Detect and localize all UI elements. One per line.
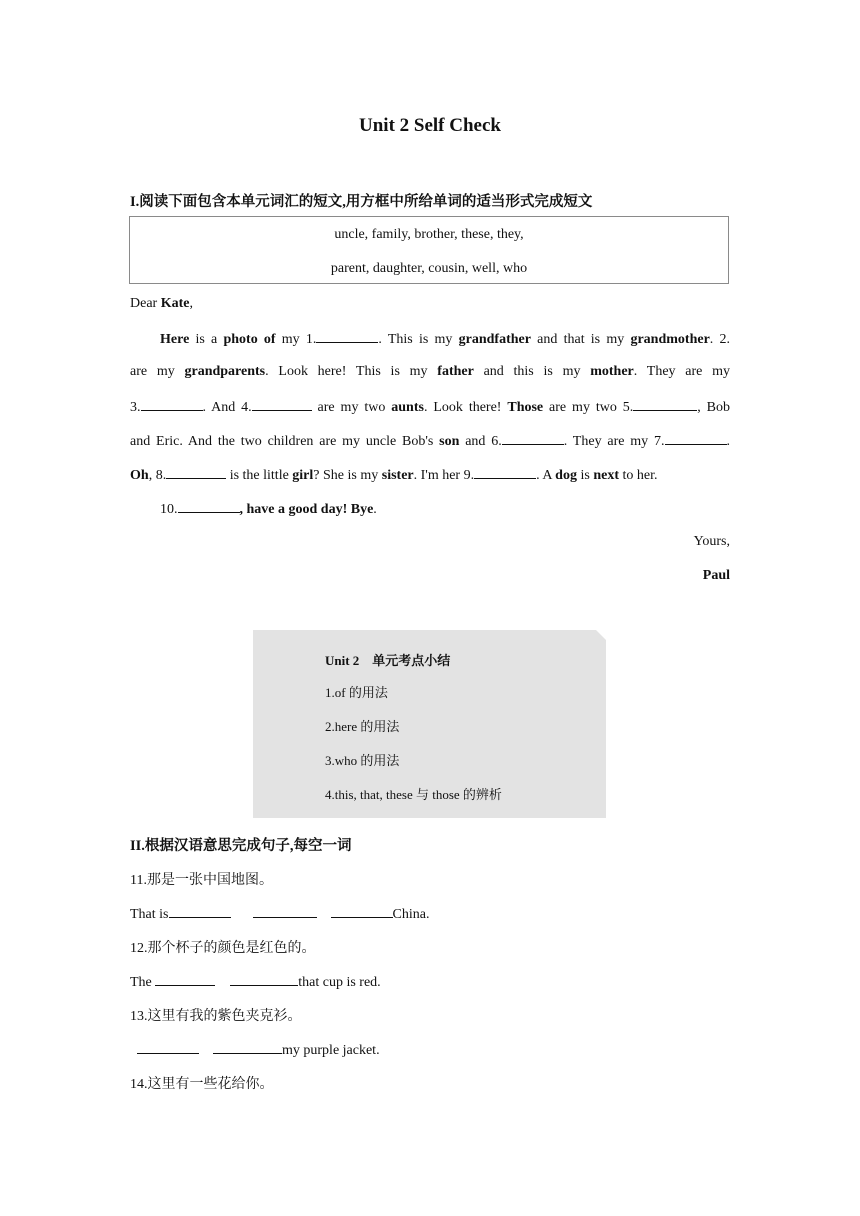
text: my purple jacket. xyxy=(282,1043,380,1058)
text: aunts xyxy=(391,400,424,415)
letter-line-6 xyxy=(160,498,730,520)
letter-signature: Paul xyxy=(702,568,730,583)
question-11-sentence xyxy=(130,903,429,923)
summary-item: 1.of 的用法 xyxy=(325,685,388,700)
page-title: Unit 2 Self Check xyxy=(359,115,501,136)
letter-greeting xyxy=(130,294,730,314)
summary-item: 3.who 的用法 xyxy=(325,753,400,768)
question-11-prompt: 11.那是一张中国地图。 xyxy=(130,873,273,888)
word-box xyxy=(129,216,729,284)
text: dog xyxy=(555,468,577,483)
text: grandmother xyxy=(630,332,710,347)
answer-blank-9[interactable] xyxy=(474,464,536,479)
question-14-prompt: 14.这里有一些花给你。 xyxy=(130,1077,274,1092)
question-12-sentence xyxy=(130,971,381,991)
letter-line-3 xyxy=(130,396,730,418)
text: and that is my xyxy=(530,332,631,347)
text: 3. xyxy=(130,400,141,415)
text: . I'm her 9. xyxy=(413,468,475,483)
text: father xyxy=(437,364,474,379)
unit-summary-box xyxy=(253,630,606,818)
text: next xyxy=(593,468,619,483)
text: 10. xyxy=(160,502,178,517)
greeting-text: Dear xyxy=(130,296,161,311)
text: is a xyxy=(189,332,224,347)
text: . And 4. xyxy=(202,400,252,415)
text: , Bob xyxy=(697,400,731,415)
answer-blank-13a[interactable] xyxy=(137,1039,199,1054)
text: . They are my 7. xyxy=(563,434,665,449)
text: . A xyxy=(536,468,556,483)
letter-line-4 xyxy=(130,430,730,452)
text: That is xyxy=(130,907,169,922)
answer-blank-11b[interactable] xyxy=(253,903,317,918)
word-box-line-1: uncle, family, brother, these, they, xyxy=(334,227,524,242)
text: are my xyxy=(130,364,185,379)
text: The xyxy=(130,975,156,990)
text: , 8. xyxy=(148,468,167,483)
text: Those xyxy=(507,400,544,415)
text: Oh xyxy=(130,468,149,483)
text: China. xyxy=(392,907,430,922)
text: grandparents xyxy=(184,364,266,379)
letter-line-2 xyxy=(130,362,730,382)
letter-line-1 xyxy=(160,328,730,350)
answer-blank-12b[interactable] xyxy=(230,971,298,986)
answer-blank-1[interactable] xyxy=(316,328,378,343)
text: , xyxy=(239,502,247,517)
answer-blank-5[interactable] xyxy=(633,396,697,411)
folded-corner xyxy=(596,630,606,640)
question-13-sentence xyxy=(137,1039,380,1059)
text: my 1. xyxy=(275,332,317,347)
greeting-name: Kate xyxy=(160,296,190,311)
greeting-comma: , xyxy=(189,296,193,311)
text: sister xyxy=(381,468,414,483)
text: are my two 5. xyxy=(543,400,634,415)
text: to her. xyxy=(618,468,658,483)
text: is xyxy=(576,468,594,483)
answer-blank-7[interactable] xyxy=(665,430,727,445)
answer-blank-4[interactable] xyxy=(252,396,312,411)
answer-blank-11c[interactable] xyxy=(331,903,393,918)
answer-blank-6[interactable] xyxy=(502,430,564,445)
text: that cup is red. xyxy=(298,975,381,990)
text: . 2. xyxy=(709,332,730,347)
answer-blank-10[interactable] xyxy=(178,498,240,513)
answer-blank-12a[interactable] xyxy=(155,971,215,986)
text: and 6. xyxy=(459,434,502,449)
text: and this is my xyxy=(473,364,591,379)
question-13-prompt: 13.这里有我的紫色夹克衫。 xyxy=(130,1009,302,1024)
text: . Look here! This is my xyxy=(265,364,438,379)
word-box-line-2: parent, daughter, cousin, well, who xyxy=(330,261,528,276)
summary-item: 2.here 的用法 xyxy=(325,719,400,734)
text: have a good day! Bye xyxy=(246,502,374,517)
summary-heading: Unit 2 单元考点小结 xyxy=(325,653,451,668)
answer-blank-3[interactable] xyxy=(141,396,203,411)
text: . xyxy=(373,502,377,517)
text: are my two xyxy=(311,400,392,415)
text: . They are my xyxy=(633,364,731,379)
section-1-heading: I.阅读下面包含本单元词汇的短文,用方框中所给单词的适当形式完成短文 xyxy=(130,194,593,210)
question-12-prompt: 12.那个杯子的颜色是红色的。 xyxy=(130,941,316,956)
section-2-heading: II.根据汉语意思完成句子,每空一词 xyxy=(130,838,352,854)
answer-blank-11a[interactable] xyxy=(169,903,231,918)
text: grandfather xyxy=(458,332,531,347)
text: son xyxy=(439,434,460,449)
text: . This is my xyxy=(378,332,459,347)
text: mother xyxy=(590,364,634,379)
text: girl xyxy=(292,468,314,483)
text: ? She is my xyxy=(313,468,382,483)
text: is the little xyxy=(226,468,293,483)
text: photo of xyxy=(223,332,276,347)
text: . Look there! xyxy=(423,400,508,415)
summary-item: 4.this, that, these 与 those 的辨析 xyxy=(325,787,502,802)
answer-blank-13b[interactable] xyxy=(213,1039,282,1054)
letter-closing: Yours, xyxy=(693,534,730,549)
text: . xyxy=(726,434,730,449)
text: and Eric. And the two children are my uncle Bob's xyxy=(130,434,440,449)
letter-line-5 xyxy=(130,464,730,486)
text: Here xyxy=(160,332,190,347)
answer-blank-8[interactable] xyxy=(166,464,226,479)
